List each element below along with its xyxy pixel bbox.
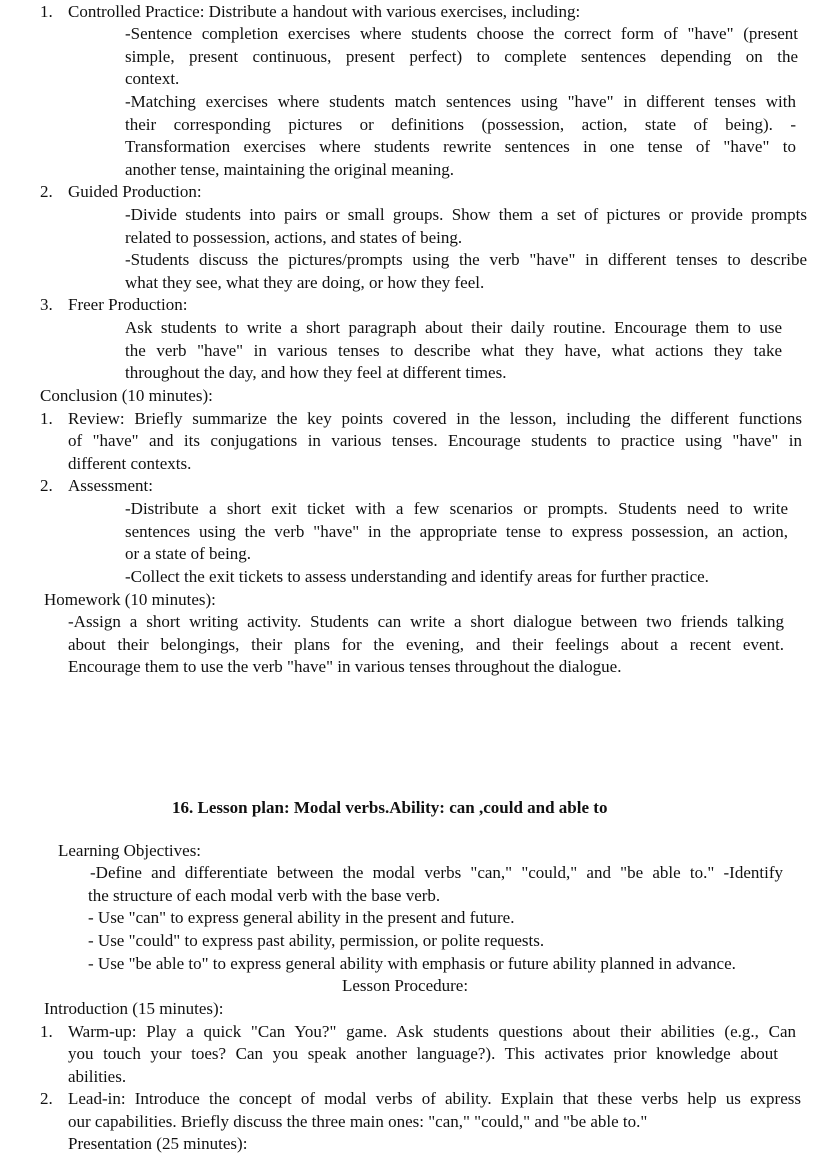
list-number: 2. [40,182,53,201]
paragraph-line: the verb "have" in various tenses to describe what they have, what actions they take [125,341,782,360]
paragraph-line: throughout the day, and how they feel at different times. [125,363,507,382]
paragraph-line: related to possession, actions, and states of being. [125,228,463,247]
paragraph-line: abilities. [68,1067,127,1086]
paragraph-line: sentences using the verb "have" in the appropriate tense to express possession, an action, [125,522,788,541]
paragraph-line: of "have" and its conjugations in various tenses. Encourage students to practice using "have" in [68,431,802,450]
paragraph-line: Encourage them to use the verb "have" in various tenses throughout the dialogue. [68,657,622,676]
section-heading: Introduction (15 minutes): [44,999,224,1018]
section-heading: Learning Objectives: [58,841,202,860]
paragraph-line: -Sentence completion exercises where students choose the correct form of "have" (present [125,24,798,43]
paragraph-line: context. [125,69,180,88]
list-heading: Guided Production: [68,182,202,201]
paragraph-line: our capabilities. Briefly discuss the three main ones: "can," "could," and "be able to." [68,1112,648,1131]
paragraph-line: -Divide students into pairs or small groups. Show them a set of pictures or provide prompts [125,205,807,224]
paragraph-line: different contexts. [68,454,192,473]
section-heading: Presentation (25 minutes): [68,1134,248,1153]
objective-line: - Use "be able to" to express general ability with emphasis or future ability planned in advance. [88,954,736,973]
paragraph-line: -Collect the exit tickets to assess understanding and identify areas for further practice. [125,567,709,586]
list-heading: Freer Production: [68,295,188,314]
paragraph-line: Warm-up: Play a quick "Can You?" game. Ask students questions about their abilities (e.g., Can [68,1022,796,1041]
paragraph-line: what they see, what they are doing, or how they feel. [125,273,485,292]
paragraph-line: or a state of being. [125,544,252,563]
section-heading: Lesson Procedure: [342,976,469,995]
paragraph-line: simple, present continuous, present perfect) to complete sentences depending on the [125,47,798,66]
list-heading: Controlled Practice: Distribute a handout with various exercises, including: [68,2,581,21]
paragraph-line: Transformation exercises where students rewrite sentences in one tense of "have" to [125,137,796,156]
paragraph-line: -Matching exercises where students match sentences using "have" in different tenses with [125,92,796,111]
paragraph-line: -Students discuss the pictures/prompts using the verb "have" in different tenses to describe [125,250,807,269]
paragraph-line: their corresponding pictures or definitions (possession, action, state of being). - [125,115,796,134]
paragraph-line: about their belongings, their plans for the evening, and their feelings about a recent event. [68,635,784,654]
objective-line: - Use "can" to express general ability in the present and future. [88,908,515,927]
section-heading: Homework (10 minutes): [44,590,216,609]
list-number: 2. [40,476,53,495]
list-number: 2. [40,1089,53,1108]
paragraph-line: Ask students to write a short paragraph about their daily routine. Encourage them to use [125,318,782,337]
paragraph-line: another tense, maintaining the original meaning. [125,160,455,179]
list-number: 1. [40,1022,53,1041]
paragraph-line: Lead-in: Introduce the concept of modal verbs of ability. Explain that these verbs help us express [68,1089,801,1108]
list-number: 1. [40,2,53,21]
list-number: 3. [40,295,53,314]
objective-line: - Use "could" to express past ability, permission, or polite requests. [88,931,545,950]
list-number: 1. [40,409,53,428]
objective-line: -Define and differentiate between the modal verbs "can," "could," and "be able to." -Identify [90,863,783,882]
paragraph-line: -Distribute a short exit ticket with a few scenarios or prompts. Students need to write [125,499,788,518]
paragraph-line: Review: Briefly summarize the key points covered in the lesson, including the different functions [68,409,802,428]
paragraph-line: you touch your toes? Can you speak another language?). This activates prior knowledge about [68,1044,778,1063]
lesson-title: 16. Lesson plan: Modal verbs.Ability: can ,could and able to [172,798,608,817]
section-heading: Conclusion (10 minutes): [40,386,213,405]
paragraph-line: -Assign a short writing activity. Students can write a short dialogue between two friends talking [68,612,784,631]
list-heading: Assessment: [68,476,153,495]
objective-line: the structure of each modal verb with the base verb. [88,886,441,905]
